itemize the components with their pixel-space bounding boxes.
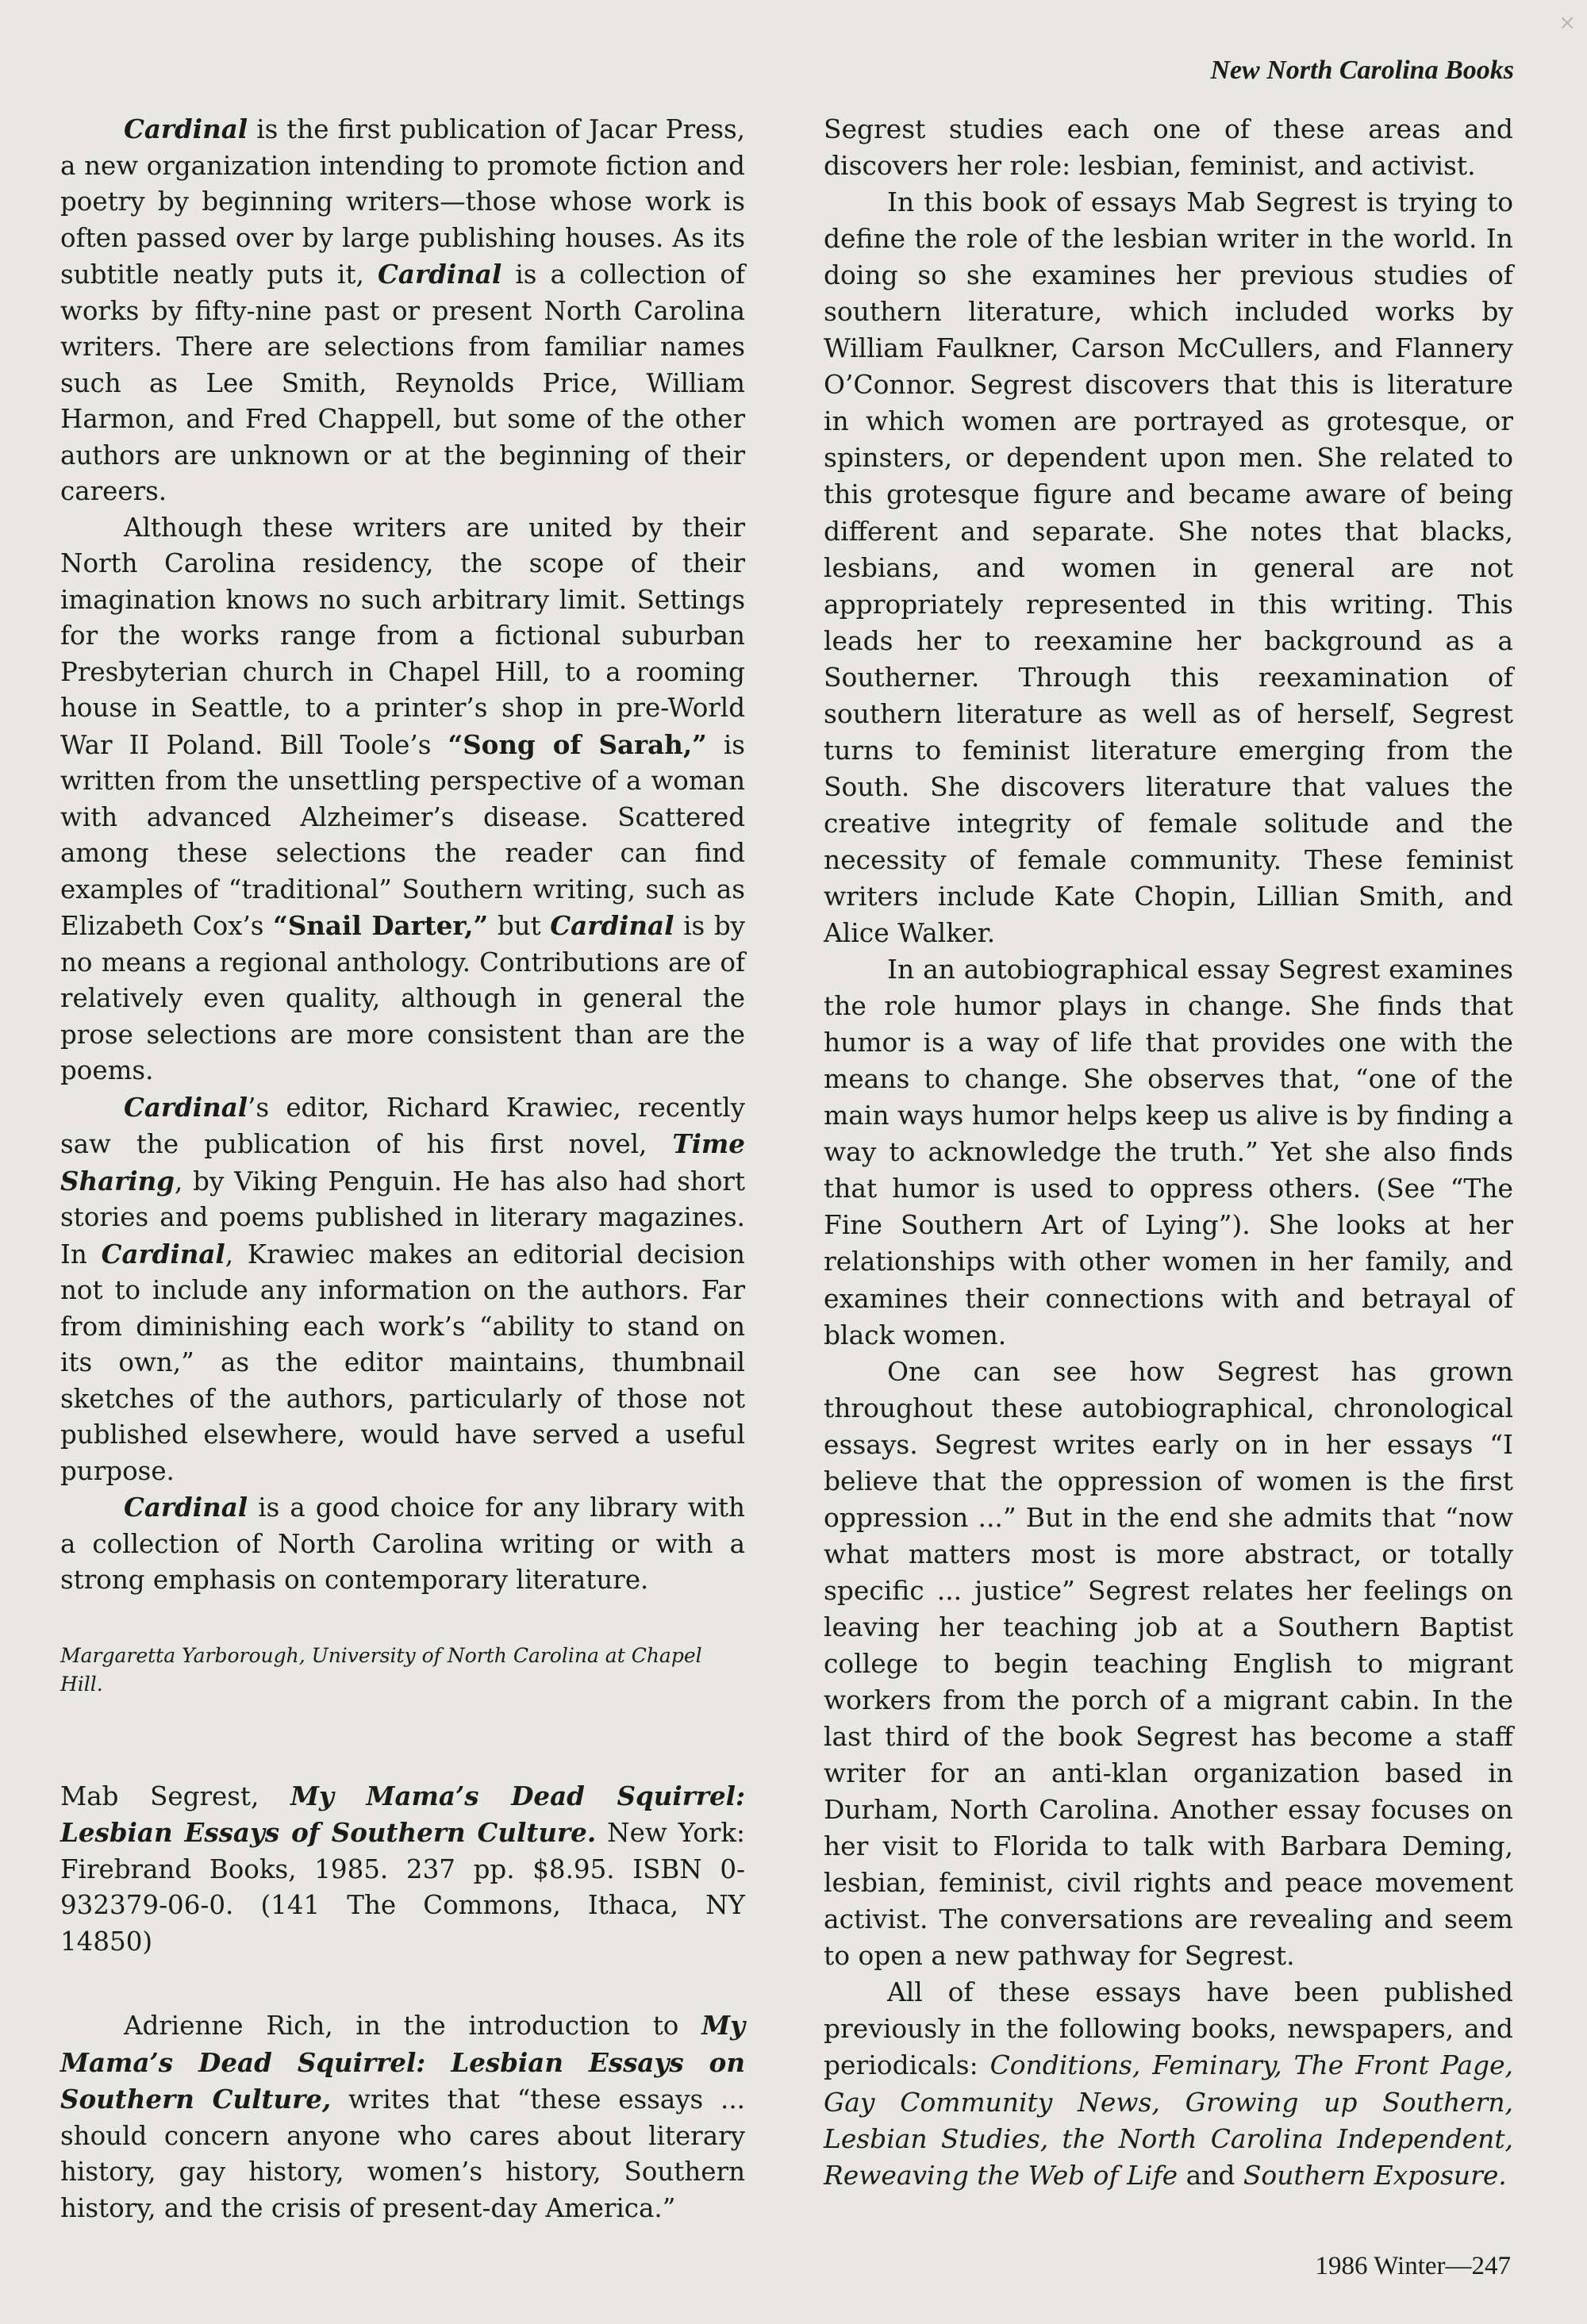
cardinal-review-paragraph-3: [60, 1089, 745, 1490]
book-title: Cardinal: [124, 113, 248, 144]
book-title: Cardinal: [550, 910, 674, 941]
text-run: but: [488, 911, 551, 941]
book-title: My Mama’s Dead Squirrel: Lesbian Essays on Southern Culture,: [60, 2010, 745, 2115]
text-run: ’s editor, Richard Krawiec, recently saw the publication of his first novel,: [60, 1092, 745, 1159]
cardinal-review-paragraph-1: [60, 111, 745, 510]
book-citation: [60, 1778, 745, 1961]
book-title: My Mama’s Dead Squirrel: Lesbian Essays of Southern Culture.: [60, 1780, 745, 1848]
segrest-review-paragraph-6: [824, 1974, 1513, 2193]
segrest-review-paragraph-4: In an autobiographical essay Segrest examines the role humor plays in change. She finds that humor is a way of life that provides one with the means to change. She observes that, “one of the main ways humor helps keep us alive is by finding a way to acknowledge the truth.” Yet she also finds that humor is used to oppress others. (See “The Fine Southern Art of Lying”). She looks at her relationships with other women in her family, and examines their connections with and betrayal of black women.: [824, 954, 1513, 1350]
story-title: “Song of Sarah,”: [448, 728, 707, 760]
periodical-title: Southern Exposure.: [1243, 2159, 1507, 2191]
segrest-review-paragraph-3: In this book of essays Mab Segrest is trying to define the role of the lesbian writer in the world. In doing so she examines her previous studies of southern literature, which included works by William Faulkner, Carson McCullers, and Flannery O’Connor. Segrest discovers that this is literature in which women are portrayed as grotesque, or spinsters, or dependent upon men. She related to this grotesque figure and became aware of being different and separate. She notes that blacks, lesbians, and women in general are not appropriately represented in this writing. This leads her to reexamine her background as a Southerner. Through this reexamination of southern literature as well as of herself, Segrest turns to feminist literature emerging from the South. She discovers literature that values the creative integrity of female solitude and the necessity of female community. These feminist writers include Kate Chopin, Lillian Smith, and Alice Walker.: [824, 186, 1513, 949]
page-footer: 1986 Winter—247: [1315, 2252, 1511, 2280]
story-title: “Snail Darter,”: [273, 910, 489, 941]
corner-mark: ×: [1558, 11, 1576, 35]
text-run: is a good choice for any library with a collection of North Carolina writing or with a strong emphasis on contemporary literature.: [60, 1492, 745, 1595]
book-title: Cardinal: [124, 1492, 248, 1523]
book-title: Cardinal: [101, 1238, 225, 1270]
book-title: Time Sharing: [60, 1128, 745, 1197]
text-run: , by Viking Penguin. He has also had short stories and poems published in literary magazines. In: [60, 1166, 745, 1270]
right-column: [824, 111, 1513, 2194]
left-column: [60, 111, 745, 2226]
text-run: Mab Segrest,: [60, 1780, 290, 1811]
book-title: Cardinal: [124, 1091, 248, 1123]
text-run: Adrienne Rich, in the introduction to: [124, 2011, 702, 2041]
periodical-list: Conditions, Feminary, The Front Page, Gay Community News, Growing up Southern, Lesbian Studies, the North Carolina Independent, Reweaving the Web of Life: [824, 2049, 1513, 2191]
text-run: , Krawiec makes an editorial decision not to include any information on the authors. Far from diminishing each work’s “ability to stand on its own,” as the editor maintains, thumbnail sketches of the authors, particularly of those not published elsewhere, would have served a useful purpose.: [60, 1239, 745, 1486]
text-run: writes that “these essays ... should concern anyone who cares about literary history, gay history, women’s history, Southern history, and the crisis of present-day America.”: [60, 2084, 745, 2223]
text-run: is a collection of works by fifty-nine past or present North Carolina writers. There are selections from familiar names such as Lee Smith, Reynolds Price, William Harmon, and Fred Chappell, but some of the other authors are unknown or at the beginning of their careers.: [60, 259, 745, 506]
text-run: is written from the unsettling perspective of a woman with advanced Alzheimer’s disease. Scattered among these selections the reader can find examples of “traditional” Southern writing, such as Elizabeth Cox’s: [60, 729, 745, 941]
running-head: New North Carolina Books: [1210, 56, 1514, 85]
text-run: is the first publication of Jacar Press, a new organization intending to promote fiction and poetry by beginning writers—those whose work is often passed over by large publishing houses. As its subtitle neatly puts it,: [60, 114, 745, 290]
text-run: New York: Firebrand Books, 1985. 237 pp. $8.95. ISBN 0-932379-06-0. (141 The Commons, Ithaca, NY 14850): [60, 1818, 746, 1957]
segrest-review-paragraph-1: [60, 2007, 745, 2226]
book-title: Cardinal: [378, 259, 502, 290]
reviewer-byline: Margaretta Yarborough, University of North Carolina at Chapel Hill.: [60, 1643, 702, 1696]
text-run: is by no means a regional anthology. Contributions are of relatively even quality, although in general the prose selections are more consistent than are the poems.: [60, 911, 745, 1085]
text-run: and: [1178, 2159, 1243, 2191]
cardinal-review-paragraph-2: [60, 510, 745, 1089]
segrest-review-paragraph-2: Segrest studies each one of these areas and discovers her role: lesbian, feminist, and activist.: [824, 113, 1513, 182]
segrest-review-paragraph-5: One can see how Segrest has grown throughout these autobiographical, chronological essays. Segrest writes early on in her essays “I believe that the oppression of women is the first oppression ...” But in the end she admits that “now what matters most is more abstract, or totally specific ... justice” Segrest relates her feelings on leaving her teaching job at a Southern Baptist college to begin teaching English to migrant workers from the porch of a migrant cabin. In the last third of the book Segrest has become a staff writer for an anti-klan organization based in Durham, North Carolina. Another essay focuses on her visit to Florida to talk with Barbara Deming, lesbian, feminist, civil rights and peace movement activist. The conversations are revealing and seem to open a new pathway for Segrest.: [824, 1355, 1513, 1972]
text-run: All of these essays have been published previously in the following books, newspapers, and periodicals:: [824, 1976, 1513, 2081]
text-run: Although these writers are united by their North Carolina residency, the scope of their imagination knows no such arbitrary limit. Settings for the works range from a fictional suburban Presbyterian church in Chapel Hill, to a rooming house in Seattle, to a printer’s shop in pre-World War II Poland. Bill Toole’s: [60, 512, 745, 760]
cardinal-review-paragraph-4: [60, 1489, 745, 1599]
